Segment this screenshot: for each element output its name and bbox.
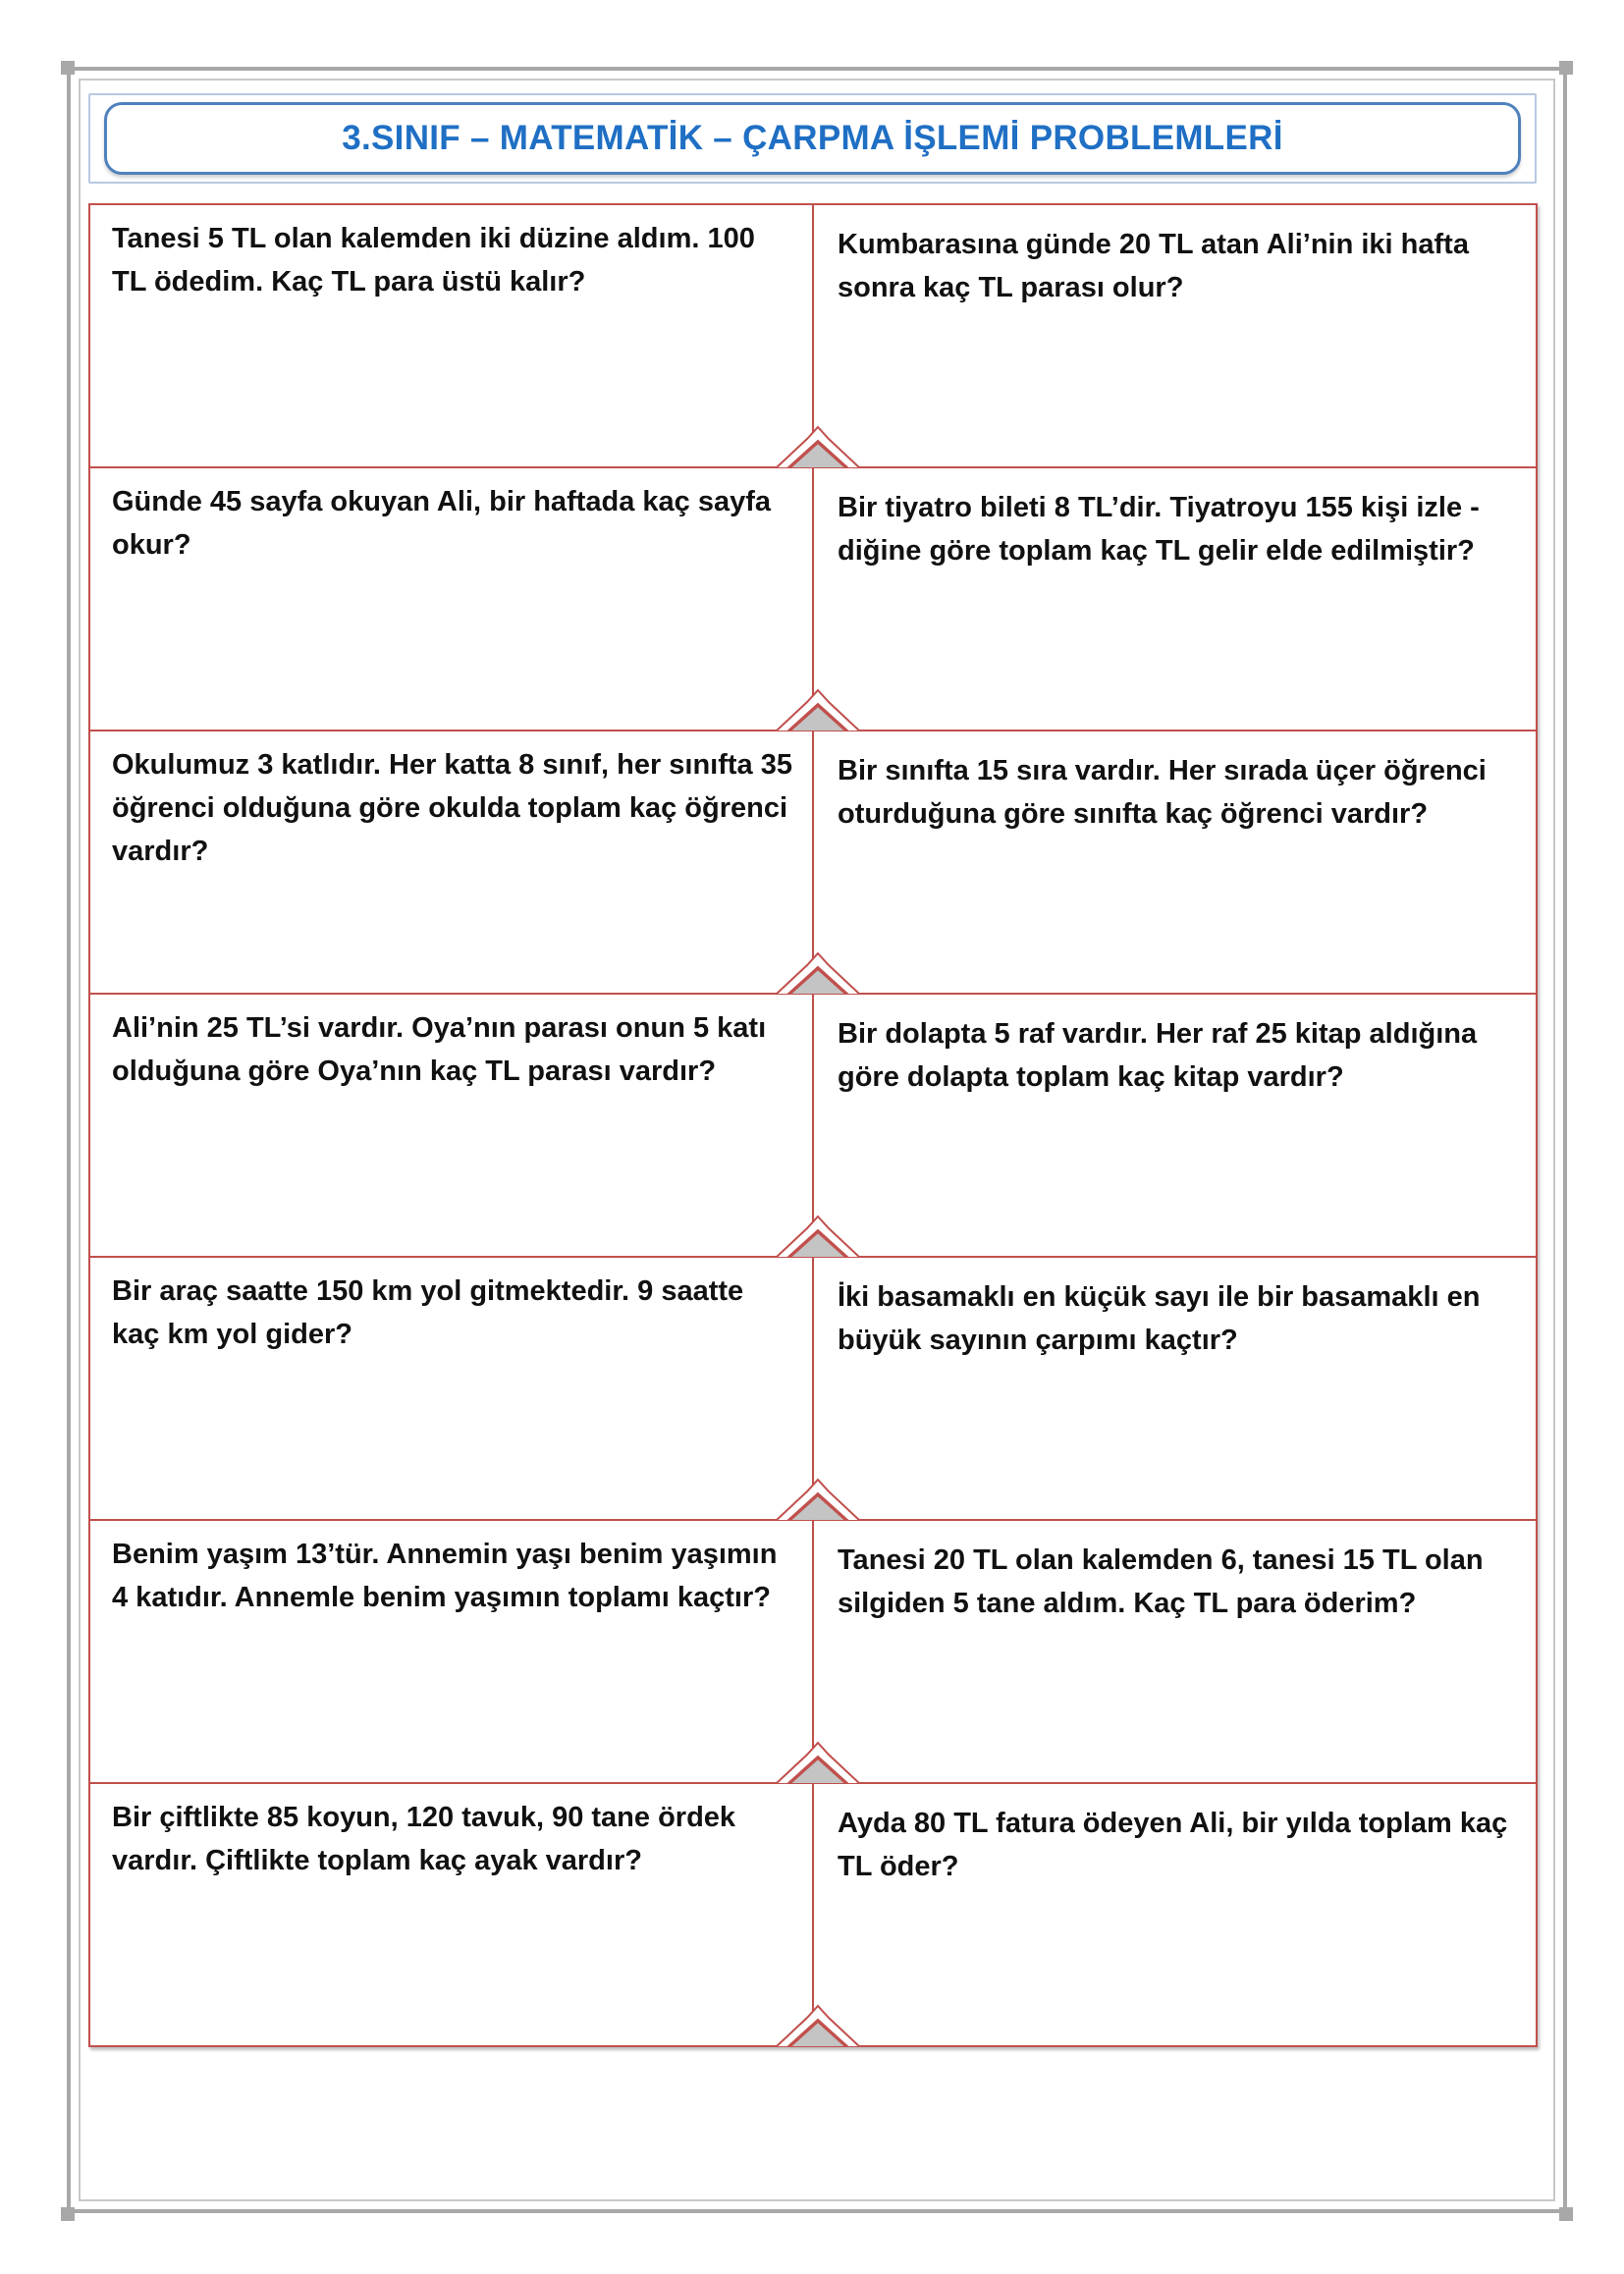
problem-cell: Ali’nin 25 TL’si vardır. Oya’nın parası onun 5 katı olduğuna göre Oya’nın kaç TL parası vardır? [90,995,814,1256]
problem-cell: Tanesi 20 TL olan kalemden 6, tanesi 15 TL olan silgiden 5 tane aldım. Kaç TL para öderim? [838,1544,1484,1619]
problem-cell: Benim yaşım 13’tür. Annemin yaşı benim yaşımın 4 katıdır. Annemle benim yaşımın toplamı kaçtır? [90,1521,814,1782]
arrow-up-icon [774,688,862,731]
problem-cell: Bir sınıfta 15 sıra vardır. Her sırada üçer öğrenci oturduğuna göre sınıfta kaç öğrenci vardır? [838,755,1487,830]
arrow-up-icon [774,2004,862,2047]
problem-row-1 [90,205,1536,468]
problem-grid [88,203,1538,2047]
arrow-up-icon [774,951,862,995]
problem-cell: Tanesi 5 TL olan kalemden iki düzine aldım. 100 TL ödedim. Kaç TL para üstü kalır? [90,205,814,466]
problem-row-7 [90,1784,1536,2045]
arrow-up-icon [774,1215,862,1258]
arrow-up-icon [774,1478,862,1521]
problem-cell: Bir çiftlikte 85 koyun, 120 tavuk, 90 tane ördek vardır. Çiftlikte toplam kaç ayak vardır? [90,1784,814,2045]
problem-row-5 [90,1258,1536,1521]
title-box [104,102,1521,175]
problem-cell: Ayda 80 TL fatura ödeyen Ali, bir yılda toplam kaç TL öder? [838,1808,1508,1882]
problem-cell: Bir dolapta 5 raf vardır. Her raf 25 kitap aldığına göre dolapta toplam kaç kitap vardır? [838,1018,1478,1093]
problem-cell: Okulumuz 3 katlıdır. Her katta 8 sınıf, her sınıfta 35 öğrenci olduğuna göre okulda toplam kaç öğrenci vardır? [90,731,814,993]
problem-cell: Bir tiyatro bileti 8 TL’dir. Tiyatroyu 155 kişi izle - diğine göre toplam kaç TL gelir elde edilmiştir? [838,492,1480,567]
frame-corner-bottom-right [1559,2207,1573,2221]
arrow-up-icon [774,1741,862,1784]
problem-row-2 [90,468,1536,731]
page-title: 3.SINIF – MATEMATİK – ÇARPMA İŞLEMİ PROBLEMLERİ [342,119,1283,157]
problem-cell: Kumbarasına günde 20 TL atan Ali’nin iki hafta sonra kaç TL parası olur? [838,229,1469,303]
problem-cell: Bir araç saatte 150 km yol gitmektedir. 9 saatte kaç km yol gider? [90,1258,814,1519]
problem-row-3 [90,731,1536,995]
problem-row-6 [90,1521,1536,1784]
frame-corner-bottom-left [61,2207,75,2221]
problem-cell: Günde 45 sayfa okuyan Ali, bir haftada kaç sayfa okur? [90,468,814,730]
frame-corner-top-right [1559,61,1573,75]
problem-cell: İki basamaklı en küçük sayı ile bir basamaklı en büyük sayının çarpımı kaçtır? [838,1281,1481,1356]
frame-corner-top-left [61,61,75,75]
arrow-up-icon [774,425,862,468]
problem-row-4 [90,995,1536,1258]
